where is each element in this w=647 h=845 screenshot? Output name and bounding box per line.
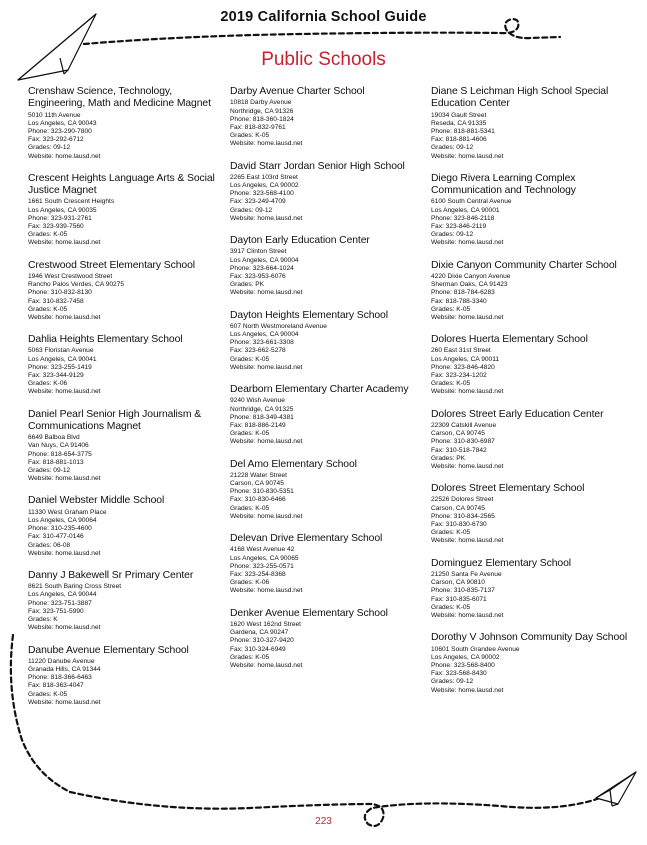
school-name: Diego Rivera Learning Complex Communication and Technology — [431, 172, 576, 197]
school-address: 11220 Danube Avenue — [28, 657, 95, 665]
school-grades: Grades: K-06 — [28, 380, 68, 388]
school-city: Sherman Oaks, CA 91423 — [431, 281, 508, 289]
school-name: Dolores Street Elementary School — [431, 483, 585, 495]
school-address: 5010 11th Avenue — [28, 111, 81, 119]
school-phone: Phone: 323-846-4820 — [431, 363, 495, 371]
school-phone: Phone: 310-834-2565 — [431, 512, 495, 520]
school-city: Carson, CA 90745 — [431, 430, 485, 438]
school-name: Dominguez Elementary School — [431, 557, 571, 569]
school-phone: Phone: 323-846-2118 — [431, 214, 495, 222]
school-name: Dayton Heights Elementary School — [230, 309, 388, 321]
school-city: Los Angeles, CA 90004 — [230, 331, 299, 339]
school-grades: Grades: PK — [230, 281, 265, 289]
school-website: Website: home.lausd.net — [28, 475, 101, 483]
school-phone: Phone: 310-830-6987 — [431, 438, 495, 446]
school-name: Darby Avenue Charter School — [230, 86, 365, 97]
school-address: 5063 Floristan Avenue — [28, 347, 94, 355]
school-listing — [431, 558, 629, 621]
school-city: Northridge, CA 91325 — [230, 405, 294, 413]
school-phone: Phone: 310-830-5351 — [230, 488, 294, 496]
school-website: Website: home.lausd.net — [28, 388, 101, 396]
school-address: 10601 South Grandee Avenue — [431, 645, 520, 653]
school-phone: Phone: 323-255-1419 — [28, 363, 92, 371]
school-fax: Fax: 818-788-3340 — [431, 297, 487, 305]
school-column-2 — [230, 86, 428, 682]
school-grades: Grades: K-05 — [230, 355, 270, 363]
school-city: Carson, CA 90810 — [431, 579, 485, 587]
school-listing — [230, 310, 428, 373]
school-listing — [431, 334, 629, 397]
school-phone: Phone: 818-654-3775 — [28, 450, 92, 458]
school-phone: Phone: 323-568-8400 — [431, 661, 495, 669]
school-address: 9240 Wish Avenue — [230, 397, 285, 405]
school-phone: Phone: 818-784-6283 — [431, 289, 495, 297]
school-listing — [28, 334, 226, 397]
school-grades: Grades: K-05 — [431, 603, 471, 611]
school-listing — [431, 483, 629, 546]
school-website: Website: home.lausd.net — [28, 549, 101, 557]
school-website: Website: home.lausd.net — [431, 612, 504, 619]
school-phone: Phone: 323-751-3887 — [28, 599, 92, 607]
school-city: Carson, CA 90745 — [230, 480, 284, 488]
school-address: 4220 Dixie Canyon Avenue — [431, 272, 511, 280]
school-grades: Grades: K — [28, 616, 58, 624]
school-grades: Grades: 09-12 — [431, 144, 474, 152]
school-listing — [28, 260, 226, 323]
school-website: Website: home.lausd.net — [431, 537, 504, 545]
school-website: Website: home.lausd.net — [28, 152, 101, 160]
school-phone: Phone: 310-832-8130 — [28, 289, 92, 297]
school-city: Los Angeles, CA 90041 — [28, 355, 97, 363]
school-website: Website: home.lausd.net — [230, 661, 303, 669]
school-city: Los Angeles, CA 90043 — [28, 119, 97, 127]
school-name: Dixie Canyon Community Charter School — [431, 259, 617, 271]
school-city: Los Angeles, CA 90064 — [28, 516, 97, 524]
school-phone: Phone: 310-835-7137 — [431, 587, 495, 595]
school-fax: Fax: 310-832-7458 — [28, 297, 84, 305]
school-website: Website: home.lausd.net — [230, 289, 303, 297]
school-address: 10818 Darby Avenue — [230, 99, 292, 107]
school-name: Crenshaw Science, Technology, Engineering, Math and Medicine Magnet — [28, 86, 211, 110]
school-grades: Grades: K-05 — [230, 504, 270, 512]
school-fax: Fax: 310-324-6949 — [230, 645, 286, 653]
school-name: Dolores Street Early Education Center — [431, 408, 604, 420]
school-phone: Phone: 818-366-6463 — [28, 674, 92, 682]
school-name: Denker Avenue Elementary School — [230, 607, 388, 619]
school-fax: Fax: 323-939-7560 — [28, 223, 84, 231]
school-listing — [230, 533, 428, 596]
school-grades: Grades: K-06 — [230, 579, 270, 587]
school-grades: Grades: PK — [431, 454, 466, 462]
school-website: Website: home.lausd.net — [431, 313, 504, 321]
school-website: Website: home.lausd.net — [230, 587, 303, 595]
school-phone: Phone: 310-235-4600 — [28, 525, 92, 533]
school-name: Crestwood Street Elementary School — [28, 259, 195, 271]
school-city: Los Angeles, CA 90001 — [431, 206, 500, 214]
school-name: Dayton Early Education Center — [230, 235, 370, 247]
school-fax: Fax: 323-292-6712 — [28, 136, 84, 144]
school-city: Reseda, CA 91335 — [431, 119, 487, 127]
school-city: Los Angeles, CA 90044 — [28, 591, 97, 599]
school-listing — [431, 632, 629, 695]
school-city: Los Angeles, CA 90002 — [230, 182, 299, 190]
school-name: Danny J Bakewell Sr Primary Center — [28, 569, 194, 581]
school-website: Website: home.lausd.net — [431, 152, 504, 160]
school-grades: Grades: K-05 — [28, 305, 68, 313]
school-grades: Grades: K-05 — [431, 380, 471, 388]
school-grades: Grades: 09-12 — [28, 467, 71, 475]
school-address: 11330 West Graham Place — [28, 508, 107, 516]
school-website: Website: home.lausd.net — [28, 698, 101, 706]
school-listing — [230, 459, 428, 522]
school-address: 21250 Santa Fe Avenue — [431, 570, 502, 578]
school-name: Dorothy V Johnson Community Day School — [431, 632, 628, 644]
school-website: Website: home.lausd.net — [230, 140, 303, 148]
school-fax: Fax: 323-234-1202 — [431, 372, 487, 380]
school-fax: Fax: 818-881-4606 — [431, 136, 487, 144]
school-fax: Fax: 310-830-6466 — [230, 496, 286, 504]
school-website: Website: home.lausd.net — [431, 239, 504, 247]
page-number: 223 — [315, 816, 332, 827]
school-city: Van Nuys, CA 91406 — [28, 442, 89, 450]
school-listing — [431, 173, 629, 248]
school-name: Delevan Drive Elementary School — [230, 533, 383, 545]
school-fax: Fax: 310-830-6730 — [431, 521, 487, 529]
school-address: 607 North Westmoreland Avenue — [230, 322, 327, 330]
school-listing — [28, 86, 226, 161]
school-grades: Grades: K-05 — [431, 529, 471, 537]
school-listing — [230, 235, 428, 298]
paper-plane-icon — [596, 772, 636, 806]
school-fax: Fax: 818-832-9761 — [230, 123, 286, 131]
school-website: Website: home.lausd.net — [230, 438, 303, 446]
school-listing — [431, 86, 629, 161]
school-address: 22526 Dolores Street — [431, 496, 494, 504]
school-listing — [230, 86, 428, 149]
school-name: Dearborn Elementary Charter Academy — [230, 384, 409, 396]
school-fax: Fax: 310-518-7842 — [431, 446, 487, 454]
school-address: 21228 Water Street — [230, 471, 287, 479]
school-listing — [28, 495, 226, 558]
school-address: 19034 Gault Street — [431, 111, 487, 119]
school-address: 6649 Balboa Blvd — [28, 434, 80, 442]
school-website: Website: home.lausd.net — [431, 462, 504, 470]
page-header-title: 2019 California School Guide — [220, 9, 427, 25]
school-address: 1946 West Crestwood Street — [28, 272, 113, 280]
school-address: 1661 South Crescent Heights — [28, 198, 115, 206]
school-grades: Grades: 06-08 — [28, 541, 71, 549]
school-grades: Grades: 09-12 — [431, 678, 474, 686]
school-fax: Fax: 323-662-5278 — [230, 347, 286, 355]
school-name: Crescent Heights Language Arts & Social Justice Magnet — [28, 172, 215, 197]
school-name: Daniel Webster Middle School — [28, 495, 165, 507]
school-listing — [431, 260, 629, 323]
school-address: 2265 East 103rd Street — [230, 173, 298, 181]
school-grades: Grades: K-05 — [28, 231, 68, 239]
school-phone: Phone: 323-931-2761 — [28, 214, 92, 222]
school-grades: Grades: 09-12 — [28, 144, 71, 152]
school-address: 22309 Catskill Avenue — [431, 421, 497, 429]
school-name: Diane S Leichman High School Special Education Center — [431, 86, 609, 110]
school-city: Gardena, CA 90247 — [230, 629, 289, 637]
school-listing — [28, 570, 226, 633]
school-listing — [28, 409, 226, 484]
school-grades: Grades: 09-12 — [431, 231, 474, 239]
school-city: Rancho Palos Verdes, CA 90275 — [28, 281, 125, 289]
school-phone: Phone: 818-360-1824 — [230, 115, 294, 123]
school-website: Website: home.lausd.net — [431, 686, 504, 694]
school-listing — [431, 409, 629, 472]
school-phone: Phone: 323-290-7800 — [28, 128, 92, 135]
school-fax: Fax: 323-568-8430 — [431, 670, 487, 678]
school-website: Website: home.lausd.net — [28, 313, 101, 321]
school-city: Los Angeles, CA 90065 — [230, 554, 299, 562]
school-website: Website: home.lausd.net — [28, 239, 101, 247]
school-website: Website: home.lausd.net — [28, 624, 101, 632]
school-address: 4168 West Avenue 42 — [230, 546, 295, 554]
school-address: 3917 Clinton Street — [230, 248, 287, 256]
school-fax: Fax: 323-846-2119 — [431, 223, 487, 231]
school-address: 6100 South Central Avenue — [431, 198, 512, 206]
school-phone: Phone: 310-327-9420 — [230, 637, 294, 645]
school-grades: Grades: K-05 — [230, 132, 270, 140]
school-name: Dolores Huerta Elementary School — [431, 334, 588, 346]
school-column-1 — [28, 86, 226, 719]
school-name: Dahlia Heights Elementary School — [28, 334, 183, 346]
school-phone: Phone: 323-255-0571 — [230, 562, 294, 570]
school-fax: Fax: 310-835-6071 — [431, 595, 487, 603]
school-website: Website: home.lausd.net — [230, 512, 303, 520]
school-listing — [230, 608, 428, 671]
school-fax: Fax: 323-953-6076 — [230, 272, 286, 280]
school-city: Los Angeles, CA 90002 — [431, 653, 500, 661]
school-phone: Phone: 818-349-4381 — [230, 413, 294, 421]
school-listing — [28, 173, 226, 248]
school-fax: Fax: 323-249-4709 — [230, 198, 286, 206]
school-website: Website: home.lausd.net — [230, 214, 303, 222]
school-fax: Fax: 818-881-1013 — [28, 458, 84, 466]
school-address: 1620 West 162nd Street — [230, 620, 301, 628]
school-name: Del Amo Elementary School — [230, 458, 357, 470]
school-phone: Phone: 323-568-4100 — [230, 190, 294, 198]
school-fax: Fax: 310-477-0146 — [28, 533, 84, 541]
school-address: 260 East 31st Street — [431, 347, 491, 355]
school-address: 8621 South Baring Cross Street — [28, 583, 122, 591]
school-website: Website: home.lausd.net — [230, 363, 303, 371]
school-grades: Grades: 09-12 — [230, 206, 273, 214]
school-city: Granada Hills, CA 91344 — [28, 666, 101, 673]
school-fax: Fax: 323-254-8368 — [230, 571, 286, 578]
school-fax: Fax: 323-751-5990 — [28, 607, 84, 615]
school-listing — [230, 161, 428, 224]
school-phone: Phone: 818-881-5341 — [431, 128, 495, 135]
school-city: Los Angeles, CA 90004 — [230, 256, 299, 264]
school-fax: Fax: 818-886-2149 — [230, 421, 286, 429]
school-city: Northridge, CA 91326 — [230, 107, 294, 115]
school-city: Los Angeles, CA 90011 — [431, 355, 500, 363]
school-phone: Phone: 323-661-3308 — [230, 339, 294, 347]
school-name: David Starr Jordan Senior High School — [230, 160, 405, 172]
school-grades: Grades: K-05 — [230, 653, 270, 661]
section-title: Public Schools — [261, 49, 386, 70]
school-website: Website: home.lausd.net — [431, 388, 504, 396]
school-column-3 — [431, 86, 629, 707]
school-listing — [28, 645, 226, 708]
school-city: Los Angeles, CA 90035 — [28, 206, 97, 214]
school-city: Carson, CA 90745 — [431, 504, 485, 512]
school-name: Danube Avenue Elementary School — [28, 644, 189, 656]
school-listing — [230, 384, 428, 447]
school-grades: Grades: K-05 — [28, 690, 68, 698]
school-fax: Fax: 818-363-4047 — [28, 682, 84, 690]
school-grades: Grades: K-05 — [230, 430, 270, 438]
school-name: Daniel Pearl Senior High Journalism & Communications Magnet — [28, 408, 202, 432]
school-grades: Grades: K-05 — [431, 305, 471, 313]
school-phone: Phone: 323-664-1024 — [230, 264, 294, 272]
school-fax: Fax: 323-344-9129 — [28, 372, 84, 380]
